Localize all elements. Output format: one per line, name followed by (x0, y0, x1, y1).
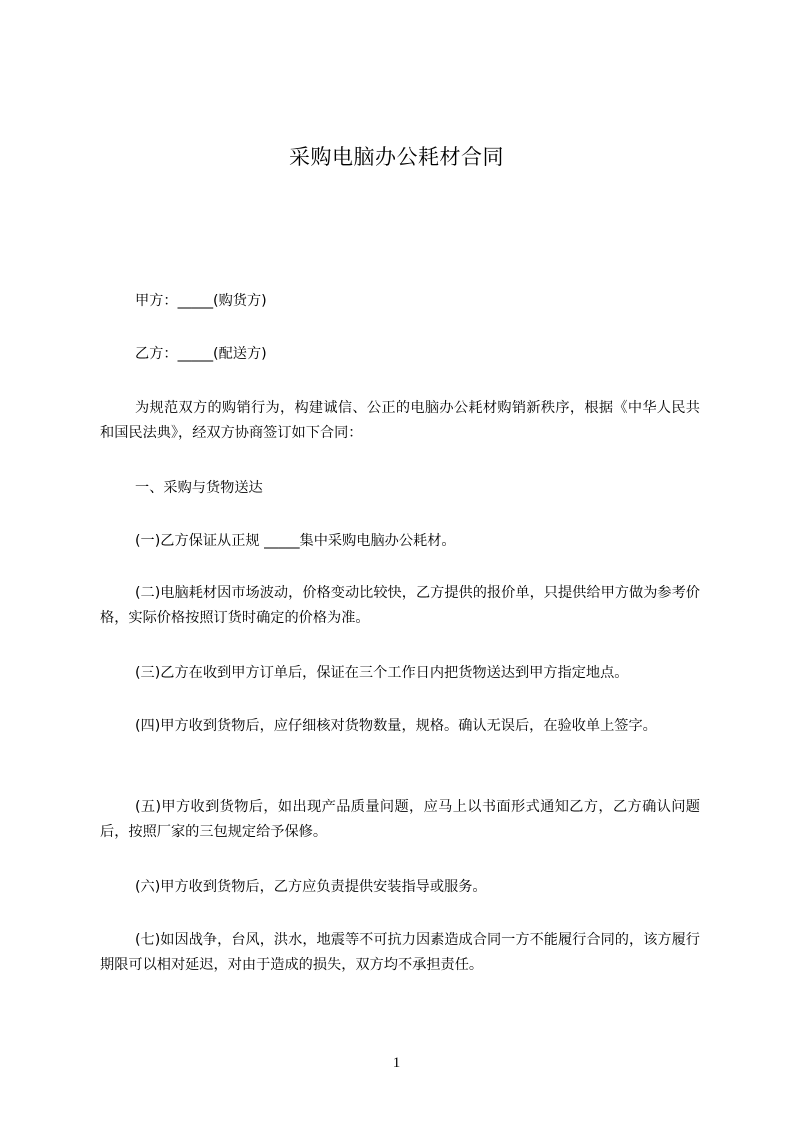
preamble-paragraph: 为规范双方的购销行为，构建诚信、公正的电脑办公耗材购销新秩序，根据《中华人民共和国民法典》，经双方协商签订如下合同： (100, 400, 700, 441)
clause-3: (三)乙方在收到甲方订单后，保证在三个工作日内把货物送达到甲方指定地点。 (135, 665, 629, 681)
clause-5: (五)甲方收到货物后，如出现产品质量问题，应马上以书面形式通知乙方，乙方确认问题后，按照厂家的三包规定给予保修。 (100, 799, 700, 840)
party-b-line: 乙方：_____(配送方) (135, 346, 267, 362)
clause-1: (一)乙方保证从正规 _____集中采购电脑办公耗材。 (135, 533, 456, 549)
party-a-line: 甲方：_____(购货方) (135, 293, 267, 309)
clause-6: (六)甲方收到货物后，乙方应负责提供安装指导或服务。 (135, 879, 487, 895)
document-title: 采购电脑办公耗材合同 (289, 145, 504, 169)
section-heading: 一、采购与货物送达 (135, 480, 263, 496)
clause-4: (四)甲方收到货物后，应仔细核对货物数量，规格。确认无误后，在验收单上签字。 (135, 718, 657, 734)
clause-7: (七)如因战争，台风，洪水，地震等不可抗力因素造成合同一方不能履行合同的，该方履行期限可以相对延迟，对由于造成的损失，双方均不承担责任。 (100, 932, 700, 973)
page-number: 1 (392, 1055, 401, 1071)
clause-2: (二)电脑耗材因市场波动，价格变动比较快，乙方提供的报价单，只提供给甲方做为参考价格，实际价格按照订货时确定的价格为准。 (100, 585, 700, 626)
